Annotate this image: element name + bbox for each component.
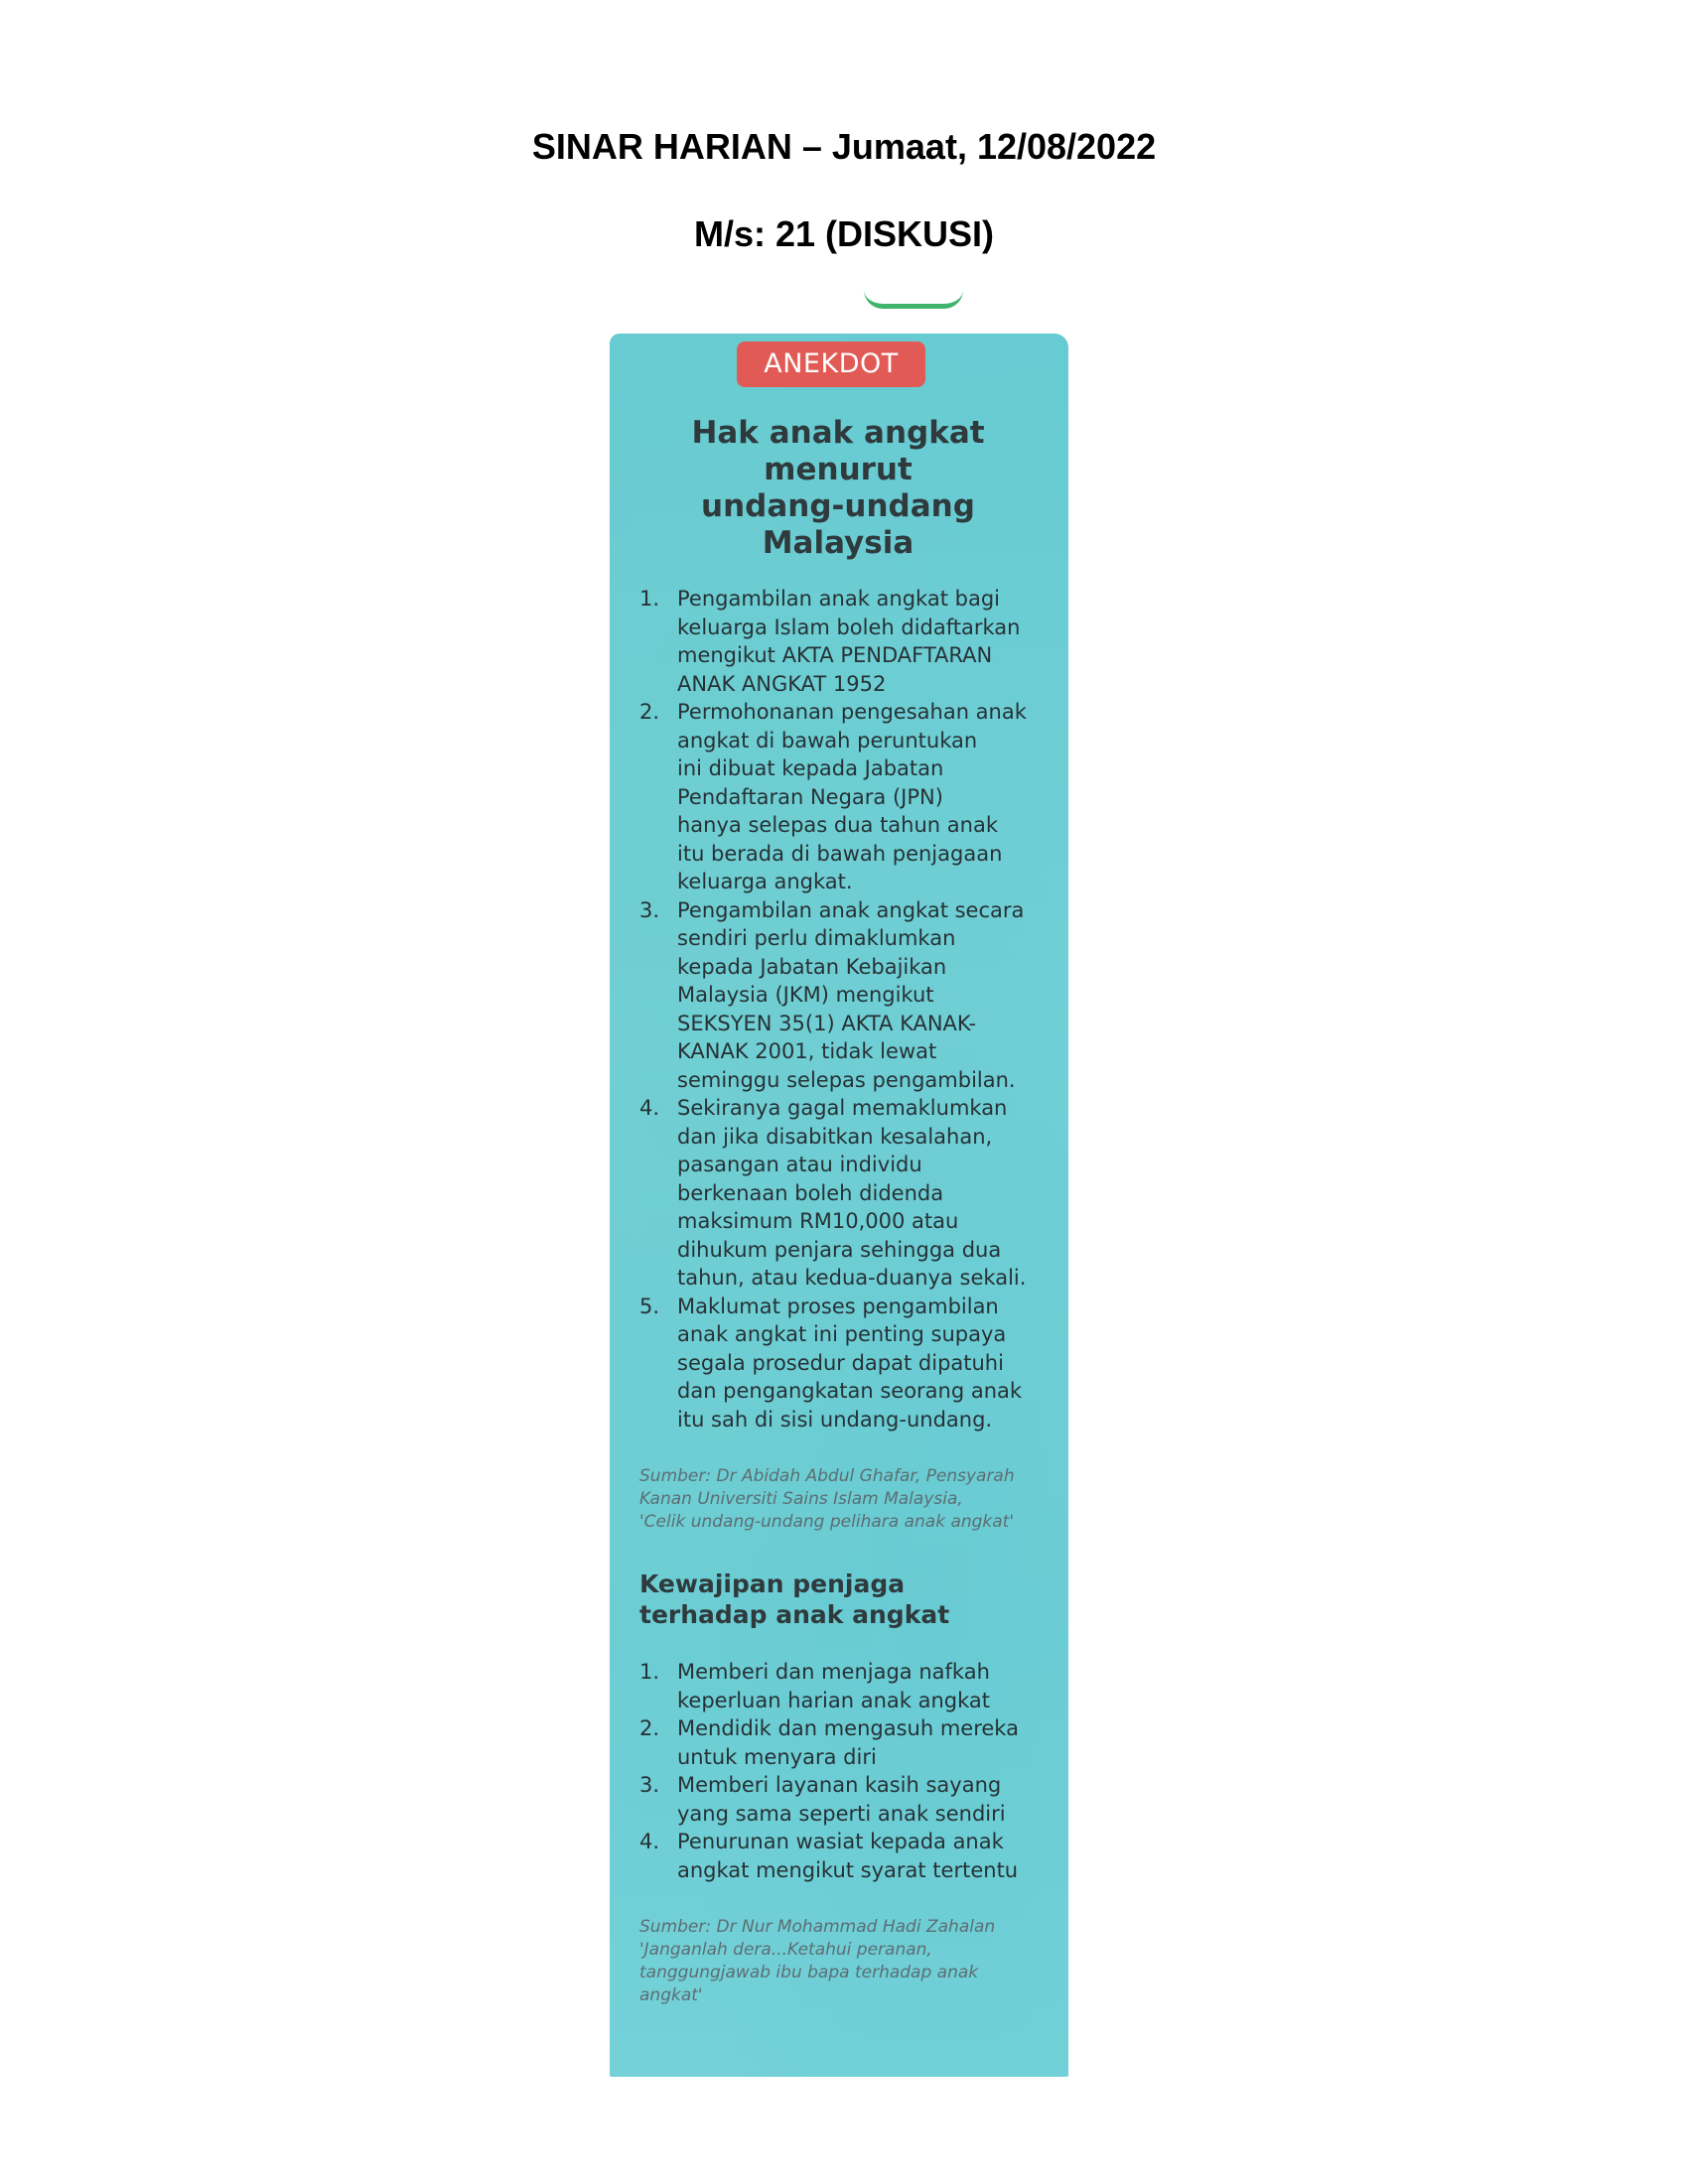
list-item-line: segala prosedur dapat dipatuhi: [677, 1350, 1004, 1375]
list-item-number: 3.: [639, 1773, 660, 1797]
list-item-line: Mendidik dan mengasuh mereka: [677, 1716, 1019, 1740]
list-item: [639, 1771, 1056, 1828]
list-item-line: untuk menyara diri: [677, 1744, 877, 1769]
list-item: [639, 896, 1056, 1095]
source-line: 'Celik undang-undang pelihara anak angkat': [639, 1512, 1015, 1532]
list-item: [639, 1714, 1056, 1771]
list-item-number: 4.: [639, 1830, 660, 1853]
list-item-number: 5.: [639, 1294, 660, 1318]
article-title-line: Hak anak angkat: [691, 415, 985, 451]
newspaper-clipping: [610, 334, 1068, 2077]
list-item: [639, 698, 1056, 896]
source-line: Sumber: Dr Nur Mohammad Hadi Zahalan: [639, 1917, 996, 1937]
list-item-line: mengikut AKTA PENDAFTARAN: [677, 643, 993, 667]
list-item-line: Permohonanan pengesahan anak: [677, 700, 1027, 724]
decorative-green-arc: [864, 290, 963, 309]
list-item: [639, 1828, 1056, 1884]
list-item-line: dihukum penjara sehingga dua: [677, 1237, 1002, 1262]
list-item-line: seminggu selepas pengambilan.: [677, 1067, 1016, 1092]
header-publication-date: SINAR HARIAN – Jumaat, 12/08/2022: [531, 126, 1157, 167]
list-item-number: 2.: [639, 1716, 660, 1740]
list-item-line: Memberi layanan kasih sayang: [677, 1773, 1002, 1797]
list-item-line: yang sama seperti anak sendiri: [677, 1801, 1006, 1826]
list-item-line: keluarga angkat.: [677, 870, 853, 893]
list-item-line: ANAK ANGKAT 1952: [677, 671, 887, 696]
list-item-line: Memberi dan menjaga nafkah: [677, 1660, 990, 1684]
list-item-line: Maklumat proses pengambilan: [677, 1294, 999, 1318]
list-item-line: Pengambilan anak angkat bagi: [677, 587, 1000, 611]
duties-list: [639, 1658, 1056, 1884]
source-line: tanggungjawab ibu bapa terhadap anak: [639, 1963, 979, 1982]
list-item-number: 3.: [639, 897, 660, 922]
list-item-line: pasangan atau individu: [677, 1153, 922, 1176]
list-item-number: 4.: [639, 1096, 660, 1120]
list-item-line: itu sah di sisi undang-undang.: [677, 1407, 993, 1432]
list-item-number: 1.: [639, 587, 660, 611]
list-item-line: Sekiranya gagal memaklumkan: [677, 1096, 1008, 1120]
subheading-line: terhadap anak angkat: [639, 1600, 950, 1629]
list-item: [639, 1094, 1056, 1293]
anekdot-tag: ANEKDOT: [737, 341, 925, 387]
list-item-line: hanya selepas dua tahun anak: [677, 813, 998, 837]
list-item-number: 1.: [639, 1660, 660, 1684]
list-item: [639, 585, 1056, 698]
source-credit-2: [639, 1916, 1066, 2007]
section-subheading: [639, 1569, 1056, 1630]
list-item-line: dan jika disabitkan kesalahan,: [677, 1124, 993, 1149]
list-item-line: angkat mengikut syarat tertentu: [677, 1857, 1019, 1882]
source-line: Sumber: Dr Abidah Abdul Ghafar, Pensyarah: [639, 1466, 1015, 1486]
list-item: [639, 1658, 1056, 1714]
subheading-line: Kewajipan penjaga: [639, 1570, 906, 1598]
list-item-line: angkat di bawah peruntukan: [677, 728, 978, 752]
list-item: [639, 1293, 1056, 1434]
list-item-line: Pengambilan anak angkat secara: [677, 897, 1025, 922]
article-title-line: Malaysia: [762, 525, 914, 561]
rights-list: [639, 585, 1056, 1433]
article-title-line: undang-undang: [701, 488, 975, 524]
list-item-line: kepada Jabatan Kebajikan: [677, 954, 947, 979]
list-item-number: 2.: [639, 700, 660, 724]
list-item-line: maksimum RM10,000 atau: [677, 1209, 959, 1233]
list-item-line: sendiri perlu dimaklumkan: [677, 926, 956, 950]
article-title: [669, 415, 1007, 562]
source-line: angkat': [639, 1985, 703, 2005]
header-page-section: M/s: 21 (DISKUSI): [693, 213, 995, 254]
list-item-line: keperluan harian anak angkat: [677, 1688, 990, 1712]
source-credit-1: [639, 1465, 1066, 1534]
list-item-line: Malaysia (JKM) mengikut: [677, 983, 934, 1007]
list-item-line: Pendaftaran Negara (JPN): [677, 784, 943, 809]
list-item-line: itu berada di bawah penjagaan: [677, 841, 1003, 866]
list-item-line: ini dibuat kepada Jabatan: [677, 756, 944, 780]
source-line: 'Janganlah dera...Ketahui peranan,: [639, 1940, 932, 1960]
source-line: Kanan Universiti Sains Islam Malaysia,: [639, 1489, 963, 1509]
list-item-line: KANAK 2001, tidak lewat: [677, 1039, 937, 1063]
article-title-line: menurut: [764, 452, 913, 487]
list-item-line: tahun, atau kedua-duanya sekali.: [677, 1266, 1027, 1290]
list-item-line: keluarga Islam boleh didaftarkan: [677, 614, 1021, 639]
list-item-line: SEKSYEN 35(1) AKTA KANAK-: [677, 1011, 977, 1035]
list-item-line: berkenaan boleh didenda: [677, 1180, 944, 1205]
list-item-line: dan pengangkatan seorang anak: [677, 1379, 1023, 1403]
list-item-line: Penurunan wasiat kepada anak: [677, 1830, 1004, 1853]
list-item-line: anak angkat ini penting supaya: [677, 1322, 1007, 1346]
